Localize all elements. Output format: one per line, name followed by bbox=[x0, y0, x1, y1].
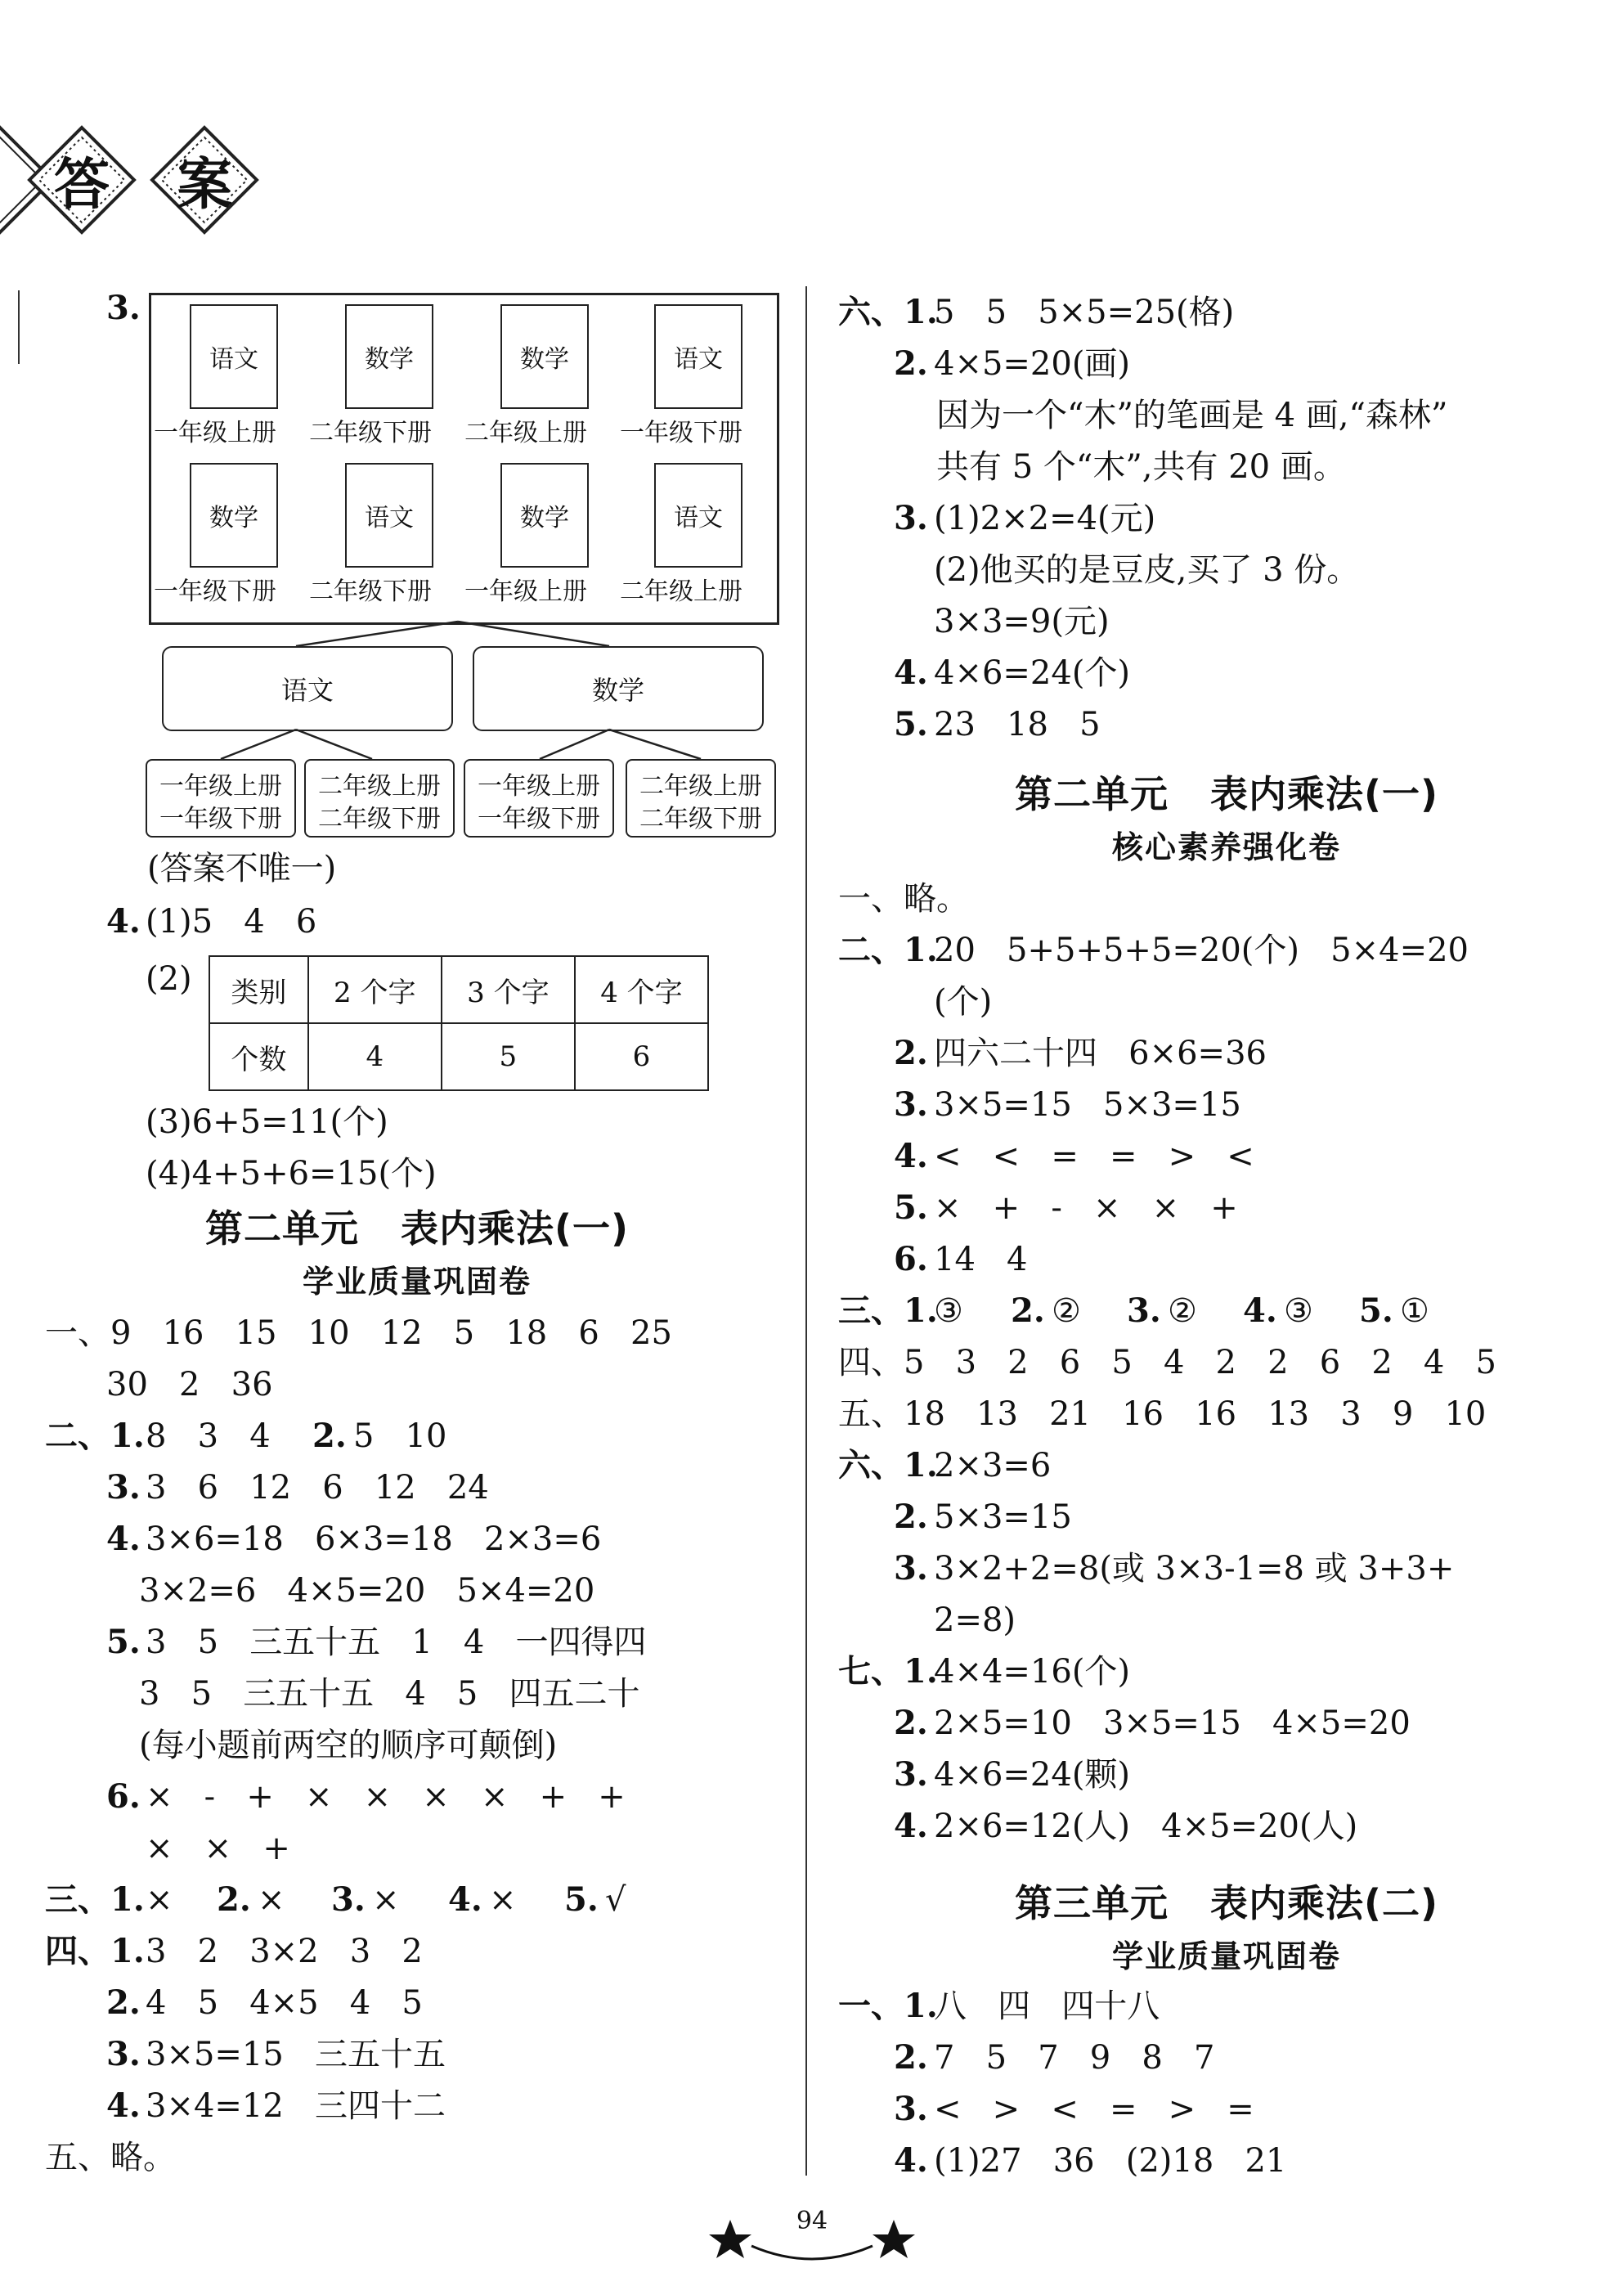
answer-line: × bbox=[489, 1881, 548, 1919]
answer-line: 5. bbox=[894, 1188, 928, 1227]
book-caption: 一年级上册 bbox=[154, 419, 276, 447]
answer-line: 3. bbox=[106, 1468, 141, 1507]
subcategory-label: 一年级上册 bbox=[478, 772, 600, 801]
answer-line: ③ bbox=[1284, 1292, 1345, 1330]
book-cover: 数学 bbox=[190, 463, 278, 568]
answer-line: ③ bbox=[934, 1292, 995, 1330]
answer-line: 3×6=18 6×3=18 2×3=6 bbox=[146, 1520, 602, 1558]
table-row bbox=[209, 1023, 708, 1090]
answer-line: 2×3=6 bbox=[934, 1447, 1052, 1484]
answer-line: √ bbox=[605, 1881, 626, 1919]
book-caption: 二年级上册 bbox=[464, 419, 587, 447]
answer-line: ② bbox=[1052, 1292, 1113, 1330]
page-footer bbox=[706, 2207, 918, 2262]
answer-line: 共有 5 个“木”,共有 20 画。 bbox=[936, 448, 1346, 486]
answer-line: 4. bbox=[448, 1880, 482, 1919]
answer-line: 因为一个“木”的笔画是 4 画,“森林” bbox=[936, 397, 1448, 434]
section-title: 第二单元 表内乘法(一) bbox=[1014, 772, 1439, 816]
book-cover: 数学 bbox=[500, 304, 589, 409]
answer-line: 5. bbox=[106, 1623, 141, 1661]
answer-line: 2. bbox=[894, 1704, 928, 1742]
table-header-row bbox=[209, 956, 708, 1023]
answer-line: 3. bbox=[894, 499, 928, 537]
section-title: 第三单元 表内乘法(二) bbox=[1014, 1881, 1439, 1925]
answer-line: 七、1. bbox=[838, 1652, 938, 1691]
answer-line: 2. bbox=[312, 1417, 347, 1455]
answer-line: × bbox=[258, 1881, 316, 1919]
section-title: 第二单元 表内乘法(一) bbox=[204, 1206, 630, 1251]
subcategory-label: 二年级下册 bbox=[639, 805, 762, 833]
answer-line: 3×5=15 5×3=15 bbox=[934, 1086, 1241, 1124]
answer-line: 3. bbox=[894, 1755, 928, 1794]
header-char-2: 案 bbox=[176, 151, 232, 218]
answer-line: 一、1. bbox=[838, 1987, 938, 2025]
book-cover: 数学 bbox=[500, 463, 589, 568]
subcategory-label: 一年级下册 bbox=[478, 805, 600, 833]
answer-line: 八 四 四十八 bbox=[934, 1987, 1160, 2025]
table-cell: 类别 bbox=[209, 956, 308, 1023]
answer-line: ② bbox=[1168, 1292, 1229, 1330]
book-caption: 一年级下册 bbox=[620, 419, 742, 447]
answer-line: 4. bbox=[1243, 1291, 1277, 1330]
answer-line: (3)6+5=11(个) bbox=[146, 1103, 388, 1141]
answer-line: 4. bbox=[106, 2086, 141, 2125]
answer-line: 4×6=24(个) bbox=[934, 654, 1131, 692]
answer-line: 四六二十四 6×6=36 bbox=[934, 1035, 1267, 1072]
answer-line: (1)5 4 6 bbox=[146, 903, 317, 941]
answer-line: 3. bbox=[1127, 1291, 1161, 1330]
answer-line: 六、1. bbox=[838, 1446, 938, 1484]
answer-line: 3 5 三五十五 1 4 一四得四 bbox=[146, 1624, 647, 1661]
answer-line: 3. bbox=[894, 1549, 928, 1588]
answer-line: 4×5=20(画) bbox=[934, 345, 1131, 383]
answer-line: 5. bbox=[894, 705, 928, 743]
answer-line: 2. bbox=[894, 1034, 928, 1072]
subcategory-label: 二年级上册 bbox=[639, 772, 762, 801]
book-cover: 语文 bbox=[190, 304, 278, 409]
answer-line: (个) bbox=[934, 983, 993, 1021]
table-cell: 4 bbox=[308, 1023, 442, 1090]
subcategory-label: 一年级下册 bbox=[159, 805, 282, 833]
answer-line: 2. bbox=[894, 344, 928, 383]
answer-line: 3 5 三五十五 4 5 四五二十 bbox=[139, 1675, 640, 1713]
answer-line: 2. bbox=[106, 1983, 141, 2022]
answer-line: (每小题前两空的顺序可颠倒) bbox=[139, 1727, 558, 1764]
answer-line: 四、5 3 2 6 5 4 2 2 6 2 4 5 bbox=[838, 1344, 1496, 1381]
answer-line: 5 10 bbox=[353, 1417, 447, 1455]
answer-line: 五、18 13 21 16 16 13 3 9 10 bbox=[838, 1395, 1487, 1433]
table-cell: 个数 bbox=[209, 1023, 308, 1090]
table-cell: 3 个字 bbox=[442, 956, 575, 1023]
table-cell: 5 bbox=[442, 1023, 575, 1090]
answer-line: 23 18 5 bbox=[934, 706, 1101, 743]
answer-line: 三、1. bbox=[838, 1291, 938, 1330]
answer-line: 三、1. bbox=[45, 1880, 145, 1919]
answer-line: 2. bbox=[894, 2038, 928, 2077]
answer-line: 4. bbox=[894, 1137, 928, 1175]
answer-line: 3. bbox=[894, 2090, 928, 2128]
answer-line: 2×6=12(人) 4×5=20(人) bbox=[934, 1808, 1358, 1845]
answer-line: 4. bbox=[894, 653, 928, 692]
answer-line: 2. bbox=[1011, 1291, 1045, 1330]
page-number: 94 bbox=[796, 2207, 828, 2235]
book-cover: 语文 bbox=[654, 463, 742, 568]
answer-line: × + - × × + bbox=[934, 1189, 1238, 1227]
section-subtitle: 学业质量巩固卷 bbox=[302, 1264, 532, 1300]
book-caption: 二年级下册 bbox=[309, 577, 432, 606]
answer-line: 2. bbox=[217, 1880, 251, 1919]
answer-line: 一、9 16 15 10 12 5 18 6 25 bbox=[45, 1314, 672, 1352]
answer-line: 6. bbox=[106, 1777, 141, 1816]
answer-line: × bbox=[372, 1881, 431, 1919]
book-cover: 语文 bbox=[345, 463, 433, 568]
table-cell: 4 个字 bbox=[575, 956, 708, 1023]
answer-line: (4)4+5+6=15(个) bbox=[146, 1155, 437, 1192]
answer-line: 4. bbox=[894, 1807, 928, 1845]
answer-line: ① bbox=[1400, 1292, 1429, 1330]
answer-line: 3. bbox=[894, 1085, 928, 1124]
answer-line: 一、略。 bbox=[838, 880, 969, 918]
answer-line: 14 4 bbox=[934, 1241, 1028, 1278]
answer-line: (答案不唯一) bbox=[147, 850, 337, 887]
answer-line: 3 6 12 6 12 24 bbox=[146, 1469, 489, 1507]
category-box: 数学 bbox=[473, 646, 764, 731]
answer-line: 二、1. bbox=[45, 1417, 145, 1455]
answer-line: 5 5 5×5=25(格) bbox=[934, 294, 1235, 331]
category-box: 语文 bbox=[162, 646, 453, 731]
table-cell: 2 个字 bbox=[308, 956, 442, 1023]
section-subtitle: 学业质量巩固卷 bbox=[1111, 1938, 1341, 1974]
answer-line: × bbox=[146, 1881, 204, 1919]
answer-line: 五、略。 bbox=[45, 2139, 176, 2176]
table-label: (2) bbox=[146, 960, 192, 998]
answer-line: 3×2+2=8(或 3×3-1=8 或 3+3+ bbox=[934, 1550, 1455, 1588]
answer-line: 3. bbox=[106, 2035, 141, 2073]
answer-line: 3. bbox=[331, 1880, 366, 1919]
subcategory-label: 一年级上册 bbox=[159, 772, 282, 801]
answer-line: (2)他买的是豆皮,买了 3 份。 bbox=[934, 551, 1360, 589]
section-subtitle: 核心素养强化卷 bbox=[1111, 829, 1341, 865]
word-count-table bbox=[209, 955, 709, 1091]
answer-line: 四、1. bbox=[45, 1932, 145, 1970]
diagram-label: 3. bbox=[106, 289, 141, 327]
answer-line: 二、1. bbox=[838, 931, 938, 969]
answer-line: 3×5=15 三五十五 bbox=[146, 2036, 446, 2073]
answer-line: (1)2×2=4(元) bbox=[934, 500, 1156, 537]
answer-line: 4×6=24(颗) bbox=[934, 1756, 1131, 1794]
answer-line: × - + × × × × + + bbox=[146, 1778, 626, 1816]
answer-line: < > < = > = bbox=[934, 2091, 1254, 2128]
header-char-1: 答 bbox=[53, 151, 110, 218]
book-caption: 二年级上册 bbox=[620, 577, 742, 606]
answer-line: 2=8) bbox=[934, 1601, 1016, 1639]
answer-line: 20 5+5+5+5=20(个) 5×4=20 bbox=[934, 932, 1469, 969]
answer-line: 4×4=16(个) bbox=[934, 1653, 1131, 1691]
answer-line: × × + bbox=[146, 1830, 290, 1867]
answer-line: 5. bbox=[1359, 1291, 1393, 1330]
table-cell: 6 bbox=[575, 1023, 708, 1090]
subcategory-label: 二年级下册 bbox=[318, 805, 441, 833]
subcategory-label: 二年级上册 bbox=[318, 772, 441, 801]
book-caption: 一年级上册 bbox=[464, 577, 587, 606]
answer-line: 2×5=10 3×5=15 4×5=20 bbox=[934, 1704, 1411, 1742]
answer-line: 5×3=15 bbox=[934, 1498, 1072, 1536]
answer-line: 4 5 4×5 4 5 bbox=[146, 1984, 423, 2022]
book-caption: 二年级下册 bbox=[309, 419, 432, 447]
answer-line: 7 5 7 9 8 7 bbox=[934, 2039, 1215, 2077]
answer-line: 4. bbox=[106, 902, 141, 941]
book-caption: 一年级下册 bbox=[154, 577, 276, 606]
answer-line: (1)27 36 (2)18 21 bbox=[934, 2142, 1287, 2180]
book-cover: 语文 bbox=[654, 304, 742, 409]
answer-line: 3×4=12 三四十二 bbox=[146, 2087, 446, 2125]
answer-line: < < = = > < bbox=[934, 1138, 1254, 1175]
answer-line: 8 3 4 bbox=[146, 1417, 302, 1455]
answer-line: 3×3=9(元) bbox=[934, 603, 1110, 640]
answer-line: 30 2 36 bbox=[106, 1366, 273, 1403]
answer-line: 4. bbox=[894, 2141, 928, 2180]
answer-line: 5. bbox=[564, 1880, 599, 1919]
answer-line: 6. bbox=[894, 1240, 928, 1278]
answer-line: 六、1. bbox=[838, 293, 938, 331]
answer-line: 3 2 3×2 3 2 bbox=[146, 1933, 423, 1970]
answer-line: 2. bbox=[894, 1498, 928, 1536]
answer-line: 3×2=6 4×5=20 5×4=20 bbox=[139, 1572, 595, 1610]
book-cover: 数学 bbox=[345, 304, 433, 409]
answer-line: 4. bbox=[106, 1520, 141, 1558]
